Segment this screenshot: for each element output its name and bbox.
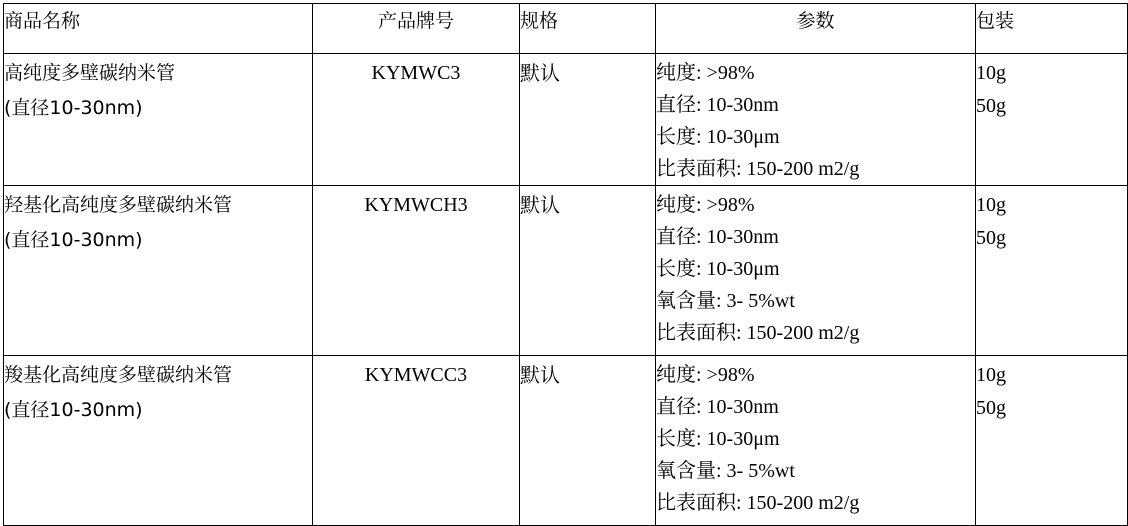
pack-size-large: 50g — [976, 397, 1006, 419]
parameters-cell — [656, 54, 976, 186]
product-name: 羧基化高纯度多壁碳纳米管 — [4, 364, 233, 386]
table-row — [4, 186, 1128, 356]
product-name: 羟基化高纯度多壁碳纳米管 — [4, 194, 233, 216]
specification-cell — [520, 54, 656, 186]
product-name-cell — [4, 186, 313, 356]
param-length: 长度: 10-30μm — [656, 126, 780, 148]
product-table — [3, 3, 1128, 526]
product-diameter-note: (直径10-30nm) — [4, 399, 143, 421]
product-code: KYMWCH3 — [364, 194, 468, 216]
pack-size-small: 10g — [976, 194, 1006, 216]
param-oxygen-content: 氧含量: 3- 5%wt — [656, 290, 795, 312]
product-code: KYMWCC3 — [364, 364, 468, 386]
param-length: 长度: 10-30μm — [656, 258, 780, 280]
parameters-cell — [656, 186, 976, 356]
product-name: 高纯度多壁碳纳米管 — [4, 62, 176, 84]
header-product-code: 产品牌号 — [313, 4, 520, 54]
product-code: KYMWC3 — [371, 62, 461, 84]
param-length: 长度: 10-30μm — [656, 428, 780, 450]
header-product-name: 商品名称 — [4, 4, 313, 54]
product-diameter-note: (直径10-30nm) — [4, 229, 143, 251]
param-surface-area: 比表面积: 150-200 m2/g — [656, 322, 860, 344]
param-oxygen-content: 氧含量: 3- 5%wt — [656, 460, 795, 482]
param-purity: 纯度: >98% — [656, 194, 755, 216]
pack-size-large: 50g — [976, 227, 1006, 249]
product-name-cell — [4, 356, 313, 526]
specification-value: 默认 — [520, 193, 560, 217]
packaging-cell — [976, 356, 1128, 526]
product-name-cell — [4, 54, 313, 186]
specification-cell — [520, 186, 656, 356]
specification-cell — [520, 356, 656, 526]
parameters-cell — [656, 356, 976, 526]
table-row — [4, 54, 1128, 186]
table-row — [4, 356, 1128, 526]
product-code-cell — [313, 54, 520, 186]
pack-size-large: 50g — [976, 95, 1006, 117]
param-purity: 纯度: >98% — [656, 62, 755, 84]
pack-size-small: 10g — [976, 364, 1006, 386]
specification-value: 默认 — [520, 363, 560, 387]
param-surface-area: 比表面积: 150-200 m2/g — [656, 492, 860, 514]
header-parameters: 参数 — [656, 4, 976, 54]
table-header-row — [4, 4, 1128, 54]
param-purity: 纯度: >98% — [656, 364, 755, 386]
packaging-cell — [976, 186, 1128, 356]
param-diameter: 直径: 10-30nm — [656, 94, 779, 116]
param-surface-area: 比表面积: 150-200 m2/g — [656, 158, 860, 180]
product-code-cell — [313, 356, 520, 526]
header-packaging: 包装 — [976, 4, 1128, 54]
pack-size-small: 10g — [976, 62, 1006, 84]
param-diameter: 直径: 10-30nm — [656, 226, 779, 248]
packaging-cell — [976, 54, 1128, 186]
param-diameter: 直径: 10-30nm — [656, 396, 779, 418]
specification-value: 默认 — [520, 61, 560, 85]
product-diameter-note: (直径10-30nm) — [4, 97, 143, 119]
header-specification: 规格 — [520, 4, 656, 54]
product-code-cell — [313, 186, 520, 356]
